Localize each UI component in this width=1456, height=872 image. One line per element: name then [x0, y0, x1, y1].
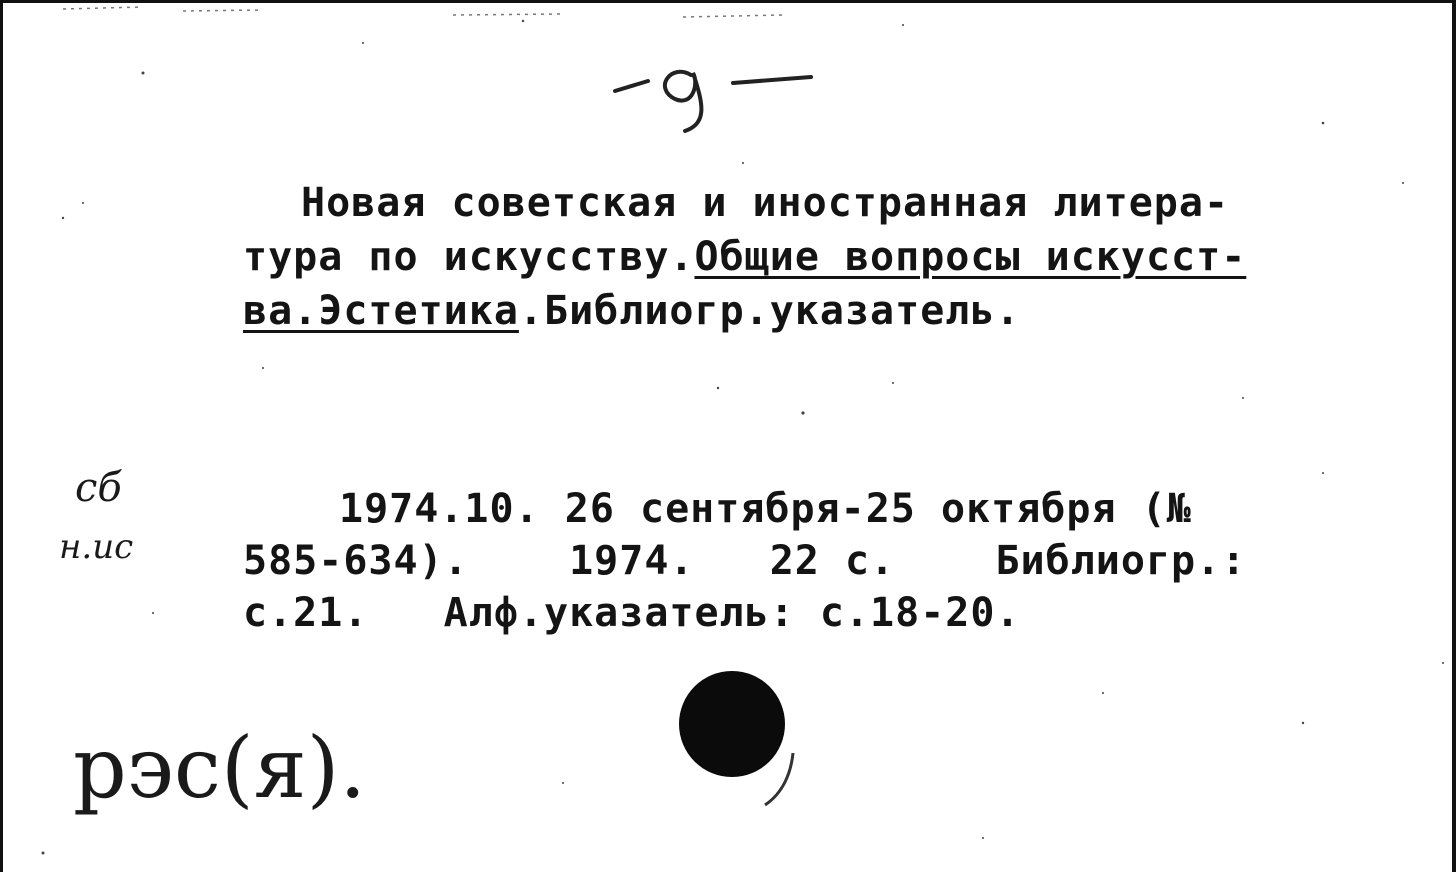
- entry-line-3: с.21. Алф.указатель: с.18-20.: [243, 590, 1021, 636]
- entry-line-2: 585-634). 1974. 22 с. Библиогр.:: [243, 538, 1247, 584]
- title-line-3-underlined: ва.Эстетика: [243, 288, 519, 334]
- entry-line-1: 1974.10. 26 сентября-25 октября (№: [339, 486, 1192, 532]
- hole-tear-mark: [3, 3, 1456, 872]
- title-line-2-plain: тура по искусству.: [243, 234, 695, 280]
- title-line-3-plain: .Библиогр.указатель.: [518, 288, 1021, 334]
- margin-note-line-2: н.ис: [59, 527, 134, 567]
- margin-note-line-1: сб: [75, 465, 122, 511]
- title-line-2-underlined: Общие вопросы искусст-: [694, 234, 1247, 280]
- shelf-mark: рэс(я).: [73, 719, 367, 817]
- title-line-1: Новая советская и иностранная литера-: [301, 180, 1230, 226]
